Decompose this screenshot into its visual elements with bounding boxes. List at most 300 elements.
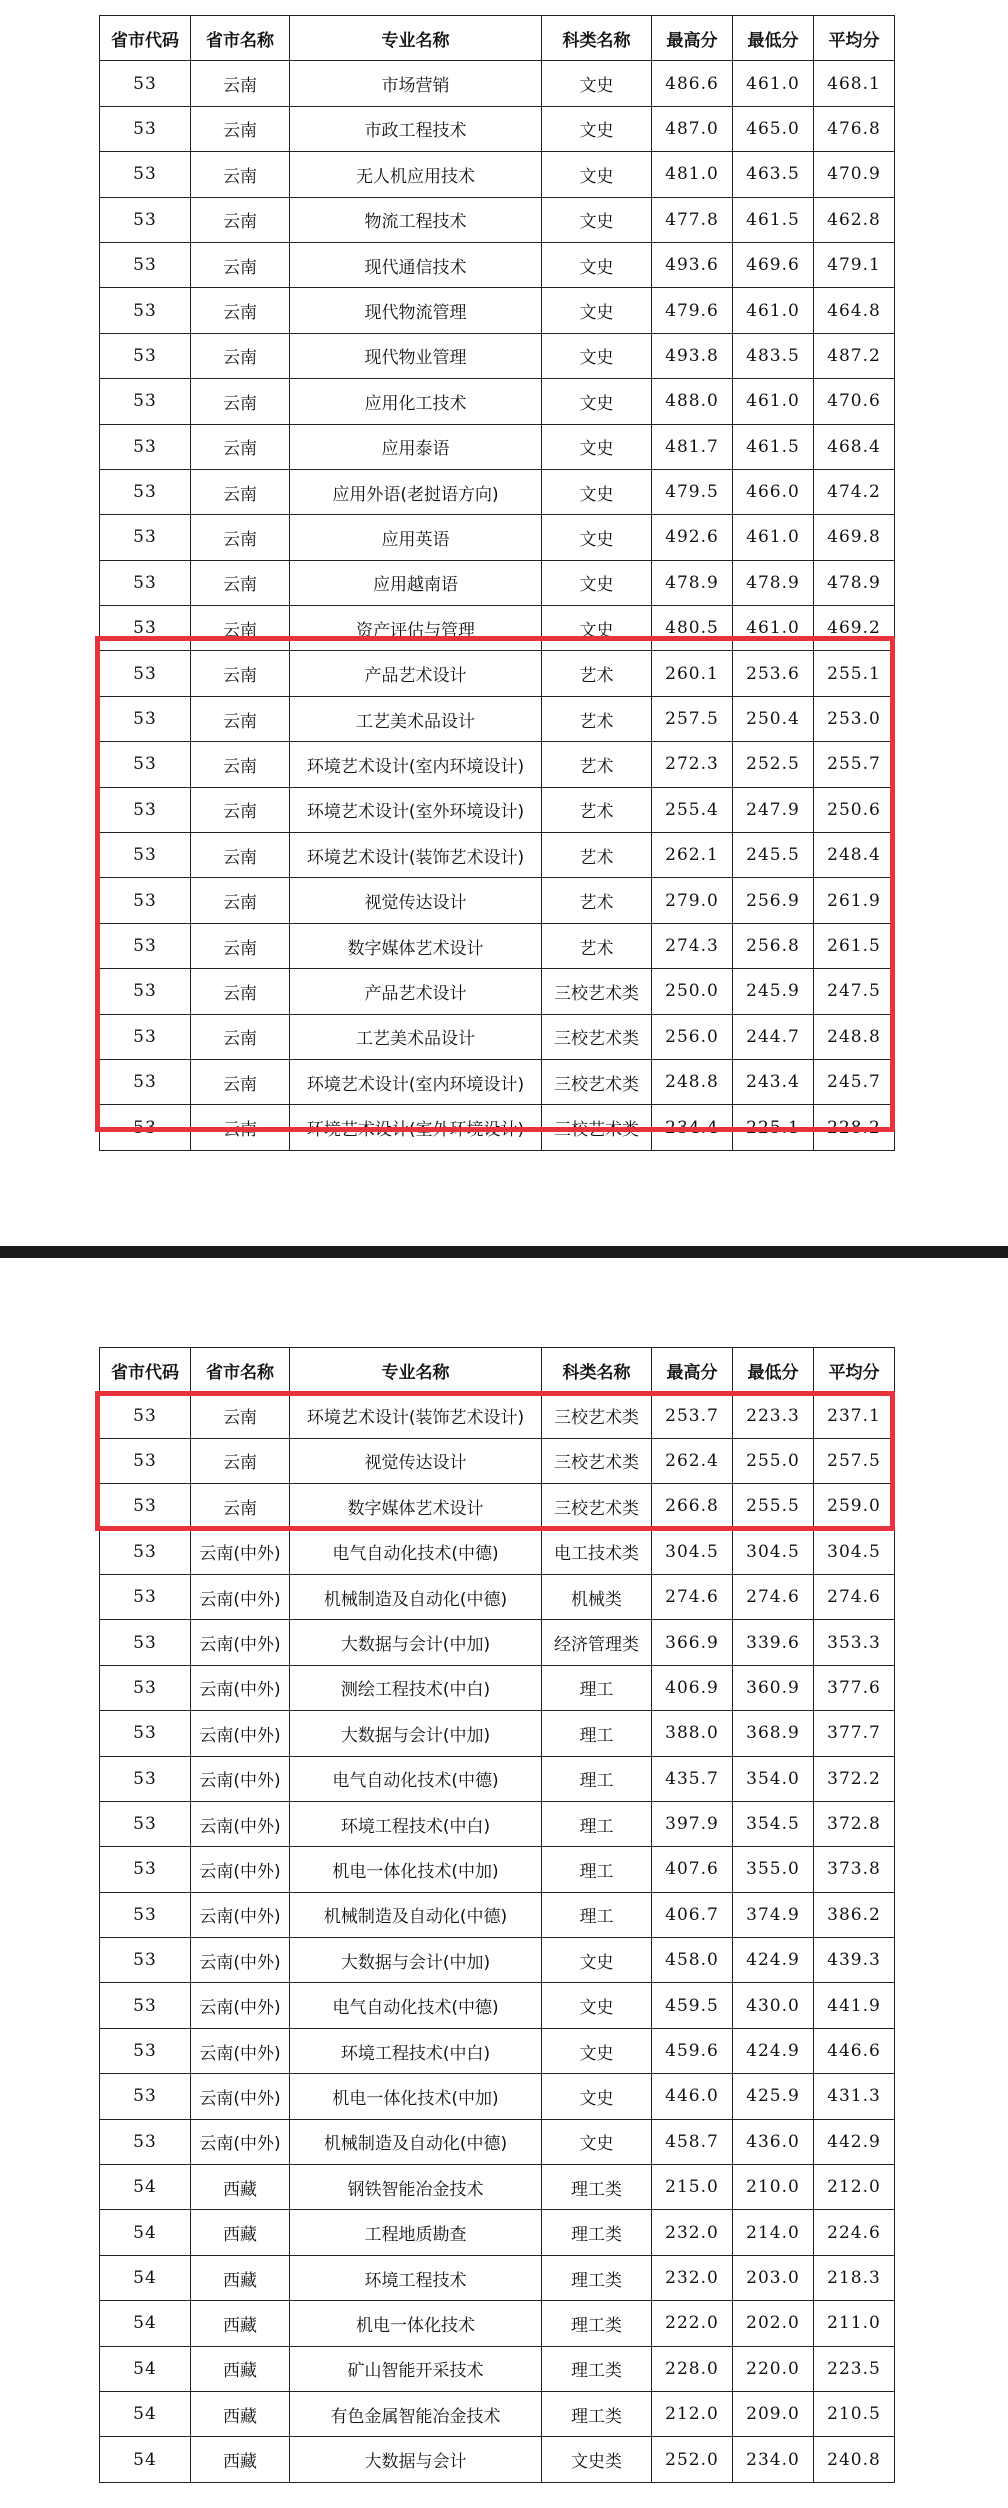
cell-province-name: 云南 (191, 651, 290, 696)
score-table-bottom (99, 1347, 895, 2483)
column-header-avg-score: 平均分 (814, 1348, 895, 1393)
cell-category: 艺术 (542, 923, 652, 968)
cell-avg-score: 237.1 (814, 1393, 895, 1438)
cell-avg-score: 377.7 (814, 1711, 895, 1756)
cell-category: 三校艺术类 (542, 1438, 652, 1483)
cell-max-score: 234.4 (652, 1105, 733, 1150)
cell-major-name: 机械制造及自动化(中德) (290, 1892, 542, 1937)
cell-max-score: 406.9 (652, 1665, 733, 1710)
cell-min-score: 223.3 (733, 1393, 814, 1438)
table-row (100, 1938, 895, 1983)
cell-province-code: 53 (100, 1438, 191, 1483)
cell-major-name: 工艺美术品设计 (290, 1014, 542, 1059)
table-row (100, 606, 895, 651)
cell-major-name: 应用泰语 (290, 424, 542, 469)
cell-province-code: 53 (100, 1983, 191, 2028)
column-header-province-name: 省市名称 (191, 16, 290, 61)
cell-major-name: 市场营销 (290, 61, 542, 106)
cell-major-name: 现代物业管理 (290, 333, 542, 378)
table-row (100, 469, 895, 514)
cell-max-score: 446.0 (652, 2074, 733, 2119)
cell-category: 文史 (542, 469, 652, 514)
cell-min-score: 255.5 (733, 1484, 814, 1529)
cell-province-code: 53 (100, 1801, 191, 1846)
cell-min-score: 252.5 (733, 742, 814, 787)
table-row (100, 1665, 895, 1710)
cell-avg-score: 464.8 (814, 288, 895, 333)
cell-category: 艺术 (542, 787, 652, 832)
cell-category: 理工 (542, 1892, 652, 1937)
cell-min-score: 461.0 (733, 379, 814, 424)
table-body (100, 61, 895, 1150)
cell-category: 文史 (542, 2119, 652, 2164)
table-row (100, 787, 895, 832)
table-row (100, 1393, 895, 1438)
cell-avg-score: 211.0 (814, 2301, 895, 2346)
cell-min-score: 465.0 (733, 106, 814, 151)
cell-province-code: 54 (100, 2255, 191, 2300)
cell-min-score: 425.9 (733, 2074, 814, 2119)
cell-max-score: 212.0 (652, 2391, 733, 2436)
column-header-province-code: 省市代码 (100, 1348, 191, 1393)
table-row (100, 1983, 895, 2028)
cell-province-code: 53 (100, 1574, 191, 1619)
cell-province-name: 西藏 (191, 2255, 290, 2300)
cell-province-name: 云南(中外) (191, 2074, 290, 2119)
cell-min-score: 461.0 (733, 61, 814, 106)
cell-min-score: 274.6 (733, 1574, 814, 1619)
table-row (100, 2255, 895, 2300)
cell-max-score: 406.7 (652, 1892, 733, 1937)
cell-max-score: 253.7 (652, 1393, 733, 1438)
cell-max-score: 304.5 (652, 1529, 733, 1574)
cell-avg-score: 223.5 (814, 2346, 895, 2391)
table-row (100, 969, 895, 1014)
cell-province-name: 云南 (191, 696, 290, 741)
cell-min-score: 424.9 (733, 1938, 814, 1983)
cell-major-name: 测绘工程技术(中白) (290, 1665, 542, 1710)
table-row (100, 2028, 895, 2073)
cell-major-name: 应用外语(老挝语方向) (290, 469, 542, 514)
cell-avg-score: 442.9 (814, 2119, 895, 2164)
cell-major-name: 市政工程技术 (290, 106, 542, 151)
cell-avg-score: 470.9 (814, 152, 895, 197)
cell-max-score: 397.9 (652, 1801, 733, 1846)
cell-avg-score: 218.3 (814, 2255, 895, 2300)
cell-major-name: 电气自动化技术(中德) (290, 1983, 542, 2028)
cell-province-code: 53 (100, 333, 191, 378)
cell-avg-score: 446.6 (814, 2028, 895, 2073)
cell-major-name: 数字媒体艺术设计 (290, 923, 542, 968)
cell-max-score: 481.0 (652, 152, 733, 197)
cell-province-name: 云南(中外) (191, 1665, 290, 1710)
cell-category: 艺术 (542, 696, 652, 741)
cell-category: 文史 (542, 2074, 652, 2119)
cell-max-score: 481.7 (652, 424, 733, 469)
cell-max-score: 459.6 (652, 2028, 733, 2073)
cell-major-name: 电气自动化技术(中德) (290, 1756, 542, 1801)
cell-category: 文史 (542, 1938, 652, 1983)
cell-category: 经济管理类 (542, 1620, 652, 1665)
cell-category: 三校艺术类 (542, 1393, 652, 1438)
cell-province-name: 云南 (191, 61, 290, 106)
cell-category: 理工类 (542, 2165, 652, 2210)
cell-avg-score: 478.9 (814, 560, 895, 605)
cell-province-code: 53 (100, 1529, 191, 1574)
column-header-avg-score: 平均分 (814, 16, 895, 61)
cell-category: 理工 (542, 1756, 652, 1801)
table-row (100, 651, 895, 696)
cell-min-score: 304.5 (733, 1529, 814, 1574)
column-header-max-score: 最高分 (652, 1348, 733, 1393)
cell-min-score: 368.9 (733, 1711, 814, 1756)
cell-province-code: 53 (100, 1711, 191, 1756)
cell-major-name: 环境艺术设计(装饰艺术设计) (290, 833, 542, 878)
cell-major-name: 产品艺术设计 (290, 651, 542, 696)
cell-province-name: 云南 (191, 424, 290, 469)
cell-major-name: 钢铁智能冶金技术 (290, 2165, 542, 2210)
cell-province-name: 云南(中外) (191, 1983, 290, 2028)
cell-major-name: 环境工程技术(中白) (290, 2028, 542, 2073)
cell-province-code: 53 (100, 2028, 191, 2073)
table-row (100, 1620, 895, 1665)
cell-province-code: 53 (100, 515, 191, 560)
table-row (100, 333, 895, 378)
cell-category: 机械类 (542, 1574, 652, 1619)
cell-min-score: 483.5 (733, 333, 814, 378)
cell-category: 理工类 (542, 2346, 652, 2391)
cell-province-code: 53 (100, 242, 191, 287)
cell-province-name: 云南(中外) (191, 1801, 290, 1846)
cell-category: 电工技术类 (542, 1529, 652, 1574)
cell-avg-score: 255.7 (814, 742, 895, 787)
cell-province-name: 云南(中外) (191, 1529, 290, 1574)
cell-max-score: 266.8 (652, 1484, 733, 1529)
cell-min-score: 374.9 (733, 1892, 814, 1937)
table-row (100, 2391, 895, 2436)
cell-province-name: 云南 (191, 242, 290, 287)
cell-min-score: 339.6 (733, 1620, 814, 1665)
cell-min-score: 466.0 (733, 469, 814, 514)
cell-major-name: 无人机应用技术 (290, 152, 542, 197)
cell-min-score: 225.1 (733, 1105, 814, 1150)
column-header-category: 科类名称 (542, 1348, 652, 1393)
cell-min-score: 354.0 (733, 1756, 814, 1801)
cell-category: 文史 (542, 197, 652, 242)
cell-max-score: 260.1 (652, 651, 733, 696)
cell-avg-score: 441.9 (814, 1983, 895, 2028)
cell-province-code: 53 (100, 1892, 191, 1937)
cell-province-code: 53 (100, 469, 191, 514)
cell-province-code: 53 (100, 288, 191, 333)
cell-avg-score: 462.8 (814, 197, 895, 242)
cell-major-name: 资产评估与管理 (290, 606, 542, 651)
cell-avg-score: 255.1 (814, 651, 895, 696)
cell-min-score: 250.4 (733, 696, 814, 741)
cell-province-name: 云南 (191, 606, 290, 651)
cell-avg-score: 245.7 (814, 1059, 895, 1104)
cell-category: 文史 (542, 560, 652, 605)
cell-avg-score: 261.9 (814, 878, 895, 923)
cell-province-name: 云南(中外) (191, 2028, 290, 2073)
cell-min-score: 253.6 (733, 651, 814, 696)
cell-avg-score: 487.2 (814, 333, 895, 378)
cell-major-name: 大数据与会计(中加) (290, 1938, 542, 1983)
cell-min-score: 243.4 (733, 1059, 814, 1104)
cell-province-name: 云南 (191, 515, 290, 560)
cell-min-score: 256.8 (733, 923, 814, 968)
cell-major-name: 环境工程技术 (290, 2255, 542, 2300)
cell-max-score: 274.6 (652, 1574, 733, 1619)
cell-major-name: 应用化工技术 (290, 379, 542, 424)
cell-max-score: 262.4 (652, 1438, 733, 1483)
cell-min-score: 354.5 (733, 1801, 814, 1846)
cell-max-score: 407.6 (652, 1847, 733, 1892)
cell-avg-score: 228.2 (814, 1105, 895, 1150)
cell-province-code: 53 (100, 61, 191, 106)
cell-province-code: 53 (100, 106, 191, 151)
cell-avg-score: 469.2 (814, 606, 895, 651)
column-header-category: 科类名称 (542, 16, 652, 61)
cell-province-name: 云南 (191, 969, 290, 1014)
column-header-min-score: 最低分 (733, 16, 814, 61)
table-row (100, 1438, 895, 1483)
table-row (100, 1105, 895, 1150)
cell-category: 文史 (542, 515, 652, 560)
cell-province-code: 53 (100, 1756, 191, 1801)
cell-min-score: 461.0 (733, 288, 814, 333)
cell-min-score: 463.5 (733, 152, 814, 197)
cell-min-score: 234.0 (733, 2437, 814, 2482)
cell-province-name: 云南 (191, 1014, 290, 1059)
cell-category: 三校艺术类 (542, 969, 652, 1014)
cell-avg-score: 257.5 (814, 1438, 895, 1483)
cell-category: 理工 (542, 1711, 652, 1756)
cell-province-code: 53 (100, 969, 191, 1014)
cell-province-name: 云南(中外) (191, 1892, 290, 1937)
cell-major-name: 机电一体化技术 (290, 2301, 542, 2346)
cell-province-name: 云南(中外) (191, 2119, 290, 2164)
cell-major-name: 电气自动化技术(中德) (290, 1529, 542, 1574)
cell-province-name: 西藏 (191, 2391, 290, 2436)
cell-major-name: 应用英语 (290, 515, 542, 560)
table-row (100, 1059, 895, 1104)
table-row (100, 1847, 895, 1892)
cell-province-name: 云南 (191, 197, 290, 242)
column-header-province-name: 省市名称 (191, 1348, 290, 1393)
cell-category: 文史 (542, 61, 652, 106)
cell-category: 理工 (542, 1847, 652, 1892)
cell-major-name: 工艺美术品设计 (290, 696, 542, 741)
cell-province-code: 54 (100, 2346, 191, 2391)
cell-max-score: 480.5 (652, 606, 733, 651)
cell-major-name: 现代通信技术 (290, 242, 542, 287)
cell-max-score: 435.7 (652, 1756, 733, 1801)
page-divider (0, 1246, 1008, 1258)
cell-province-name: 云南 (191, 333, 290, 378)
cell-min-score: 247.9 (733, 787, 814, 832)
table-row (100, 379, 895, 424)
cell-min-score: 209.0 (733, 2391, 814, 2436)
cell-major-name: 应用越南语 (290, 560, 542, 605)
cell-category: 艺术 (542, 833, 652, 878)
cell-province-code: 53 (100, 560, 191, 605)
cell-major-name: 机电一体化技术(中加) (290, 1847, 542, 1892)
cell-min-score: 245.5 (733, 833, 814, 878)
cell-province-code: 53 (100, 606, 191, 651)
cell-min-score: 245.9 (733, 969, 814, 1014)
cell-avg-score: 210.5 (814, 2391, 895, 2436)
cell-province-code: 54 (100, 2210, 191, 2255)
cell-min-score: 461.5 (733, 197, 814, 242)
cell-province-code: 53 (100, 1059, 191, 1104)
cell-major-name: 环境艺术设计(室外环境设计) (290, 787, 542, 832)
cell-province-code: 53 (100, 696, 191, 741)
cell-min-score: 430.0 (733, 1983, 814, 2028)
cell-major-name: 数字媒体艺术设计 (290, 1484, 542, 1529)
cell-max-score: 479.6 (652, 288, 733, 333)
cell-avg-score: 212.0 (814, 2165, 895, 2210)
cell-province-name: 云南 (191, 469, 290, 514)
cell-major-name: 大数据与会计(中加) (290, 1620, 542, 1665)
table-row (100, 424, 895, 469)
cell-category: 理工类 (542, 2210, 652, 2255)
table-row (100, 2210, 895, 2255)
cell-major-name: 视觉传达设计 (290, 1438, 542, 1483)
cell-major-name: 工程地质勘查 (290, 2210, 542, 2255)
cell-category: 理工类 (542, 2391, 652, 2436)
cell-max-score: 459.5 (652, 1983, 733, 2028)
cell-max-score: 458.7 (652, 2119, 733, 2164)
cell-province-name: 云南 (191, 1438, 290, 1483)
cell-max-score: 252.0 (652, 2437, 733, 2482)
cell-avg-score: 304.5 (814, 1529, 895, 1574)
cell-max-score: 486.6 (652, 61, 733, 106)
cell-max-score: 257.5 (652, 696, 733, 741)
cell-province-code: 53 (100, 424, 191, 469)
cell-avg-score: 469.8 (814, 515, 895, 560)
cell-province-code: 53 (100, 1484, 191, 1529)
cell-category: 三校艺术类 (542, 1484, 652, 1529)
cell-category: 文史 (542, 333, 652, 378)
cell-province-name: 云南 (191, 288, 290, 333)
cell-major-name: 现代物流管理 (290, 288, 542, 333)
cell-major-name: 环境艺术设计(室内环境设计) (290, 1059, 542, 1104)
cell-avg-score: 431.3 (814, 2074, 895, 2119)
cell-province-name: 云南 (191, 1484, 290, 1529)
cell-max-score: 232.0 (652, 2210, 733, 2255)
cell-province-code: 53 (100, 1620, 191, 1665)
cell-avg-score: 377.6 (814, 1665, 895, 1710)
table-row (100, 152, 895, 197)
cell-category: 文史 (542, 242, 652, 287)
cell-category: 三校艺术类 (542, 1059, 652, 1104)
cell-avg-score: 240.8 (814, 2437, 895, 2482)
cell-province-code: 54 (100, 2165, 191, 2210)
cell-province-name: 云南 (191, 1105, 290, 1150)
table-row (100, 1574, 895, 1619)
cell-avg-score: 474.2 (814, 469, 895, 514)
cell-province-code: 53 (100, 2119, 191, 2164)
cell-avg-score: 468.4 (814, 424, 895, 469)
cell-min-score: 469.6 (733, 242, 814, 287)
cell-category: 理工类 (542, 2301, 652, 2346)
cell-min-score: 244.7 (733, 1014, 814, 1059)
table-row (100, 560, 895, 605)
cell-province-name: 云南 (191, 379, 290, 424)
cell-province-name: 云南(中外) (191, 1756, 290, 1801)
cell-avg-score: 274.6 (814, 1574, 895, 1619)
cell-province-code: 53 (100, 1393, 191, 1438)
table-row (100, 1801, 895, 1846)
cell-province-name: 西藏 (191, 2346, 290, 2391)
cell-province-name: 云南(中外) (191, 1938, 290, 1983)
cell-province-code: 54 (100, 2391, 191, 2436)
table-row (100, 2301, 895, 2346)
cell-category: 文史 (542, 288, 652, 333)
cell-major-name: 有色金属智能冶金技术 (290, 2391, 542, 2436)
cell-major-name: 环境艺术设计(装饰艺术设计) (290, 1393, 542, 1438)
cell-max-score: 478.9 (652, 560, 733, 605)
cell-min-score: 202.0 (733, 2301, 814, 2346)
cell-major-name: 物流工程技术 (290, 197, 542, 242)
cell-min-score: 255.0 (733, 1438, 814, 1483)
cell-major-name: 环境工程技术(中白) (290, 1801, 542, 1846)
cell-category: 艺术 (542, 651, 652, 696)
cell-province-name: 云南(中外) (191, 1847, 290, 1892)
cell-province-code: 53 (100, 742, 191, 787)
cell-province-code: 53 (100, 152, 191, 197)
table-row (100, 833, 895, 878)
cell-major-name: 矿山智能开采技术 (290, 2346, 542, 2391)
cell-province-name: 云南(中外) (191, 1574, 290, 1619)
cell-max-score: 279.0 (652, 878, 733, 923)
cell-max-score: 274.3 (652, 923, 733, 968)
table-row (100, 1756, 895, 1801)
cell-major-name: 机电一体化技术(中加) (290, 2074, 542, 2119)
cell-min-score: 210.0 (733, 2165, 814, 2210)
cell-category: 文史 (542, 2028, 652, 2073)
cell-province-code: 53 (100, 651, 191, 696)
cell-avg-score: 224.6 (814, 2210, 895, 2255)
cell-category: 理工 (542, 1801, 652, 1846)
cell-avg-score: 247.5 (814, 969, 895, 1014)
table-row (100, 106, 895, 151)
column-header-min-score: 最低分 (733, 1348, 814, 1393)
cell-max-score: 366.9 (652, 1620, 733, 1665)
cell-min-score: 436.0 (733, 2119, 814, 2164)
cell-province-name: 云南 (191, 878, 290, 923)
cell-min-score: 360.9 (733, 1665, 814, 1710)
cell-province-code: 53 (100, 197, 191, 242)
cell-min-score: 461.0 (733, 606, 814, 651)
table-row (100, 742, 895, 787)
cell-max-score: 215.0 (652, 2165, 733, 2210)
score-table-top (99, 15, 895, 1151)
cell-avg-score: 479.1 (814, 242, 895, 287)
table-row (100, 696, 895, 741)
cell-min-score: 461.5 (733, 424, 814, 469)
cell-max-score: 248.8 (652, 1059, 733, 1104)
cell-avg-score: 259.0 (814, 1484, 895, 1529)
cell-max-score: 487.0 (652, 106, 733, 151)
table-header-row (100, 16, 895, 61)
cell-province-name: 云南 (191, 742, 290, 787)
cell-max-score: 492.6 (652, 515, 733, 560)
table-row (100, 242, 895, 287)
cell-min-score: 424.9 (733, 2028, 814, 2073)
cell-max-score: 458.0 (652, 1938, 733, 1983)
